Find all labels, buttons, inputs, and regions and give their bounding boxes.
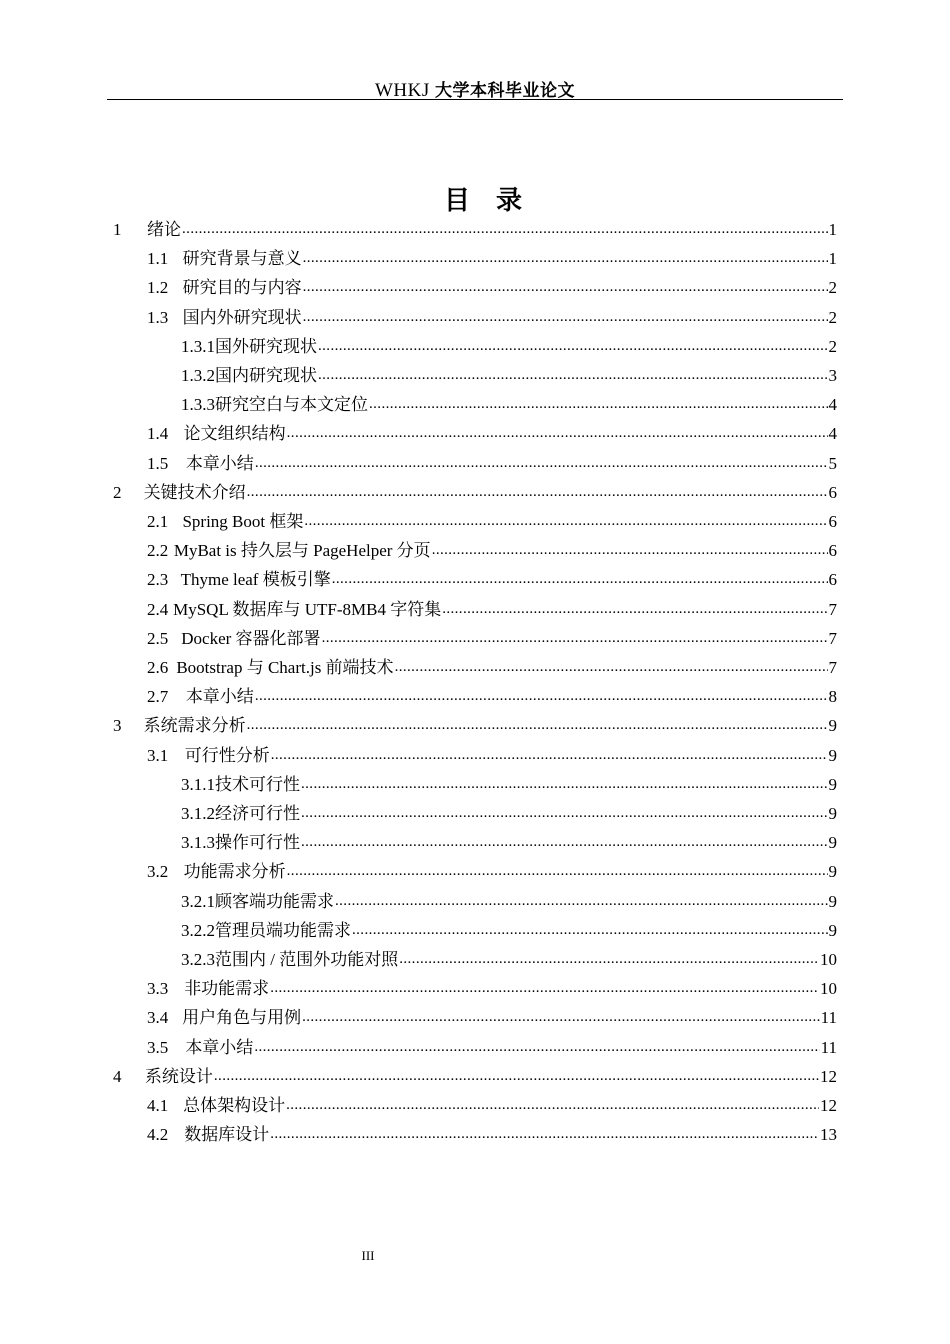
toc-entry-number: 2.4 xyxy=(147,599,169,619)
toc-entry-page: 5 xyxy=(828,453,837,473)
toc-heading-char-2: 录 xyxy=(496,186,523,216)
toc-leader-dots xyxy=(322,628,828,648)
toc-entry-page: 2 xyxy=(828,336,837,356)
toc-entry[interactable] xyxy=(147,448,837,474)
header-title: 大学本科毕业论文 xyxy=(435,81,576,101)
toc-entry-title: 研究目的与内容 xyxy=(182,278,302,298)
toc-entry-title: 操作可行性 xyxy=(215,833,300,853)
toc-entry[interactable] xyxy=(147,418,837,444)
toc-entry[interactable] xyxy=(147,1119,837,1145)
toc-entry-number: 4 xyxy=(113,1066,122,1086)
page-number: III xyxy=(361,1248,375,1263)
toc-entry-title: 总体架构设计 xyxy=(183,1096,286,1115)
toc-entry-page: 8 xyxy=(828,687,837,707)
toc-entry[interactable] xyxy=(147,973,837,999)
toc-entry-title: MySQL 数据库与 UTF-8MB4 字符集 xyxy=(173,599,442,619)
toc-entry-title: Bootstrap 与 Chart.js 前端技术 xyxy=(176,658,394,677)
toc-leader-dots xyxy=(442,599,827,619)
toc-leader-dots xyxy=(332,569,828,589)
toc-entry-number: 3.5 xyxy=(147,1037,169,1057)
toc-entry-number: 3.1.2 xyxy=(181,804,215,823)
toc-leader-dots xyxy=(303,277,828,297)
toc-entry-title: Docker 容器化部署 xyxy=(181,628,321,648)
toc-entry[interactable] xyxy=(147,564,837,590)
toc-entry-title: 研究背景与意义 xyxy=(182,249,302,269)
toc-entry-number: 3.2.3 xyxy=(181,950,215,969)
toc-entry[interactable] xyxy=(181,769,837,795)
toc-entry-page: 10 xyxy=(820,979,837,999)
toc-entry[interactable] xyxy=(147,594,837,620)
toc-entry-title: Spring Boot 框架 xyxy=(182,512,304,531)
toc-entry-page: 7 xyxy=(828,599,837,619)
toc-entry-title: 技术可行性 xyxy=(215,774,300,794)
header-divider xyxy=(107,99,843,100)
toc-leader-dots xyxy=(352,920,828,940)
toc-entry-number: 2.2 xyxy=(147,541,169,561)
toc-entry[interactable] xyxy=(181,886,837,912)
toc-entry[interactable] xyxy=(147,272,837,298)
toc-entry-page: 6 xyxy=(828,541,837,561)
toc-entry[interactable] xyxy=(147,1032,837,1058)
toc-leader-dots xyxy=(303,248,828,268)
toc-entry-title: 国内外研究现状 xyxy=(182,307,302,327)
toc-entry-title: 绪论 xyxy=(147,220,182,239)
toc-leader-dots xyxy=(182,219,827,239)
toc-entry[interactable] xyxy=(113,710,837,736)
toc-entry[interactable] xyxy=(147,856,837,882)
toc-entry-title: 数据库设计 xyxy=(184,1125,270,1145)
toc-entry-page: 2 xyxy=(828,278,837,298)
toc-entry[interactable] xyxy=(147,740,837,766)
toc-entry-page: 6 xyxy=(828,570,837,590)
toc-entry[interactable] xyxy=(113,214,837,240)
toc-leader-dots xyxy=(301,832,828,852)
toc-entry-number: 2 xyxy=(113,482,122,502)
toc-entry-page: 9 xyxy=(828,920,837,940)
toc-entry-page: 9 xyxy=(828,891,837,911)
toc-entry-page: 3 xyxy=(828,366,837,385)
toc-entry[interactable] xyxy=(147,506,837,532)
toc-entry-number: 1.3.3 xyxy=(181,395,215,415)
toc-entry-number: 3.2 xyxy=(147,862,169,882)
toc-entry[interactable] xyxy=(147,681,837,707)
toc-entry-title: Thyme leaf 模板引擎 xyxy=(180,570,331,590)
toc-entry[interactable] xyxy=(181,798,837,824)
toc-entry-title: MyBat is 持久层与 PageHelper 分页 xyxy=(173,541,431,561)
toc-entry[interactable] xyxy=(147,1002,837,1028)
toc-entry-number: 3.1.3 xyxy=(181,833,215,853)
toc-entry-title: 国内研究现状 xyxy=(215,366,317,385)
toc-entry-page: 9 xyxy=(828,833,837,853)
toc-entry-number: 1.3.1 xyxy=(181,336,215,356)
toc-entry-title: 功能需求分析 xyxy=(183,862,286,882)
toc-leader-dots xyxy=(214,1066,819,1086)
toc-entry-number: 2.6 xyxy=(147,658,169,677)
toc-leader-dots xyxy=(395,657,828,677)
toc-entry-number: 3.1 xyxy=(147,745,169,765)
toc-entry-title: 系统需求分析 xyxy=(143,716,246,736)
toc-entry[interactable] xyxy=(147,1090,837,1116)
toc-entry-page: 12 xyxy=(820,1096,837,1115)
toc-entry-page: 4 xyxy=(828,424,837,444)
toc-entry-page: 13 xyxy=(820,1125,837,1145)
toc-leader-dots xyxy=(255,453,828,473)
toc-entry-number: 1.1 xyxy=(147,249,169,269)
toc-leader-dots xyxy=(287,423,828,443)
toc-leader-dots xyxy=(302,1007,820,1027)
toc-leader-dots xyxy=(286,1095,819,1115)
toc-entry[interactable] xyxy=(147,302,837,328)
toc-entry-number: 3.2.2 xyxy=(181,920,215,940)
toc-leader-dots xyxy=(255,686,828,706)
toc-entry-number: 2.7 xyxy=(147,687,169,707)
toc-entry-title: 研究空白与本文定位 xyxy=(215,395,368,415)
toc-entry-page: 9 xyxy=(828,774,837,794)
toc-entry-number: 2.3 xyxy=(147,570,169,590)
toc-entry-page: 6 xyxy=(828,512,837,531)
toc-entry-number: 4.2 xyxy=(147,1125,169,1145)
toc-entry[interactable] xyxy=(181,331,837,357)
toc-leader-dots xyxy=(270,978,819,998)
toc-entry-page: 1 xyxy=(828,249,837,269)
toc-entry-page: 7 xyxy=(828,658,837,677)
toc-entry-page: 7 xyxy=(828,628,837,648)
toc-leader-dots xyxy=(399,949,819,969)
toc-entry-page: 9 xyxy=(828,862,837,882)
toc-entry-number: 1 xyxy=(113,220,122,239)
toc-heading-char-1: 目 xyxy=(443,186,496,216)
toc-entry-page: 1 xyxy=(828,220,837,239)
toc-entry-page: 10 xyxy=(820,950,837,969)
toc-entry-title: 系统设计 xyxy=(144,1066,213,1086)
toc-entry-number: 3.4 xyxy=(147,1008,169,1028)
toc-entry-page: 9 xyxy=(828,716,837,736)
toc-entry-number: 3.3 xyxy=(147,979,169,999)
toc-entry-title: 本章小结 xyxy=(185,453,254,473)
toc-leader-dots xyxy=(369,394,828,414)
toc-entry[interactable] xyxy=(147,623,837,649)
toc-entry-title: 本章小结 xyxy=(185,687,254,707)
toc-entry-number: 3.2.1 xyxy=(181,891,215,911)
toc-entry-page: 9 xyxy=(828,745,837,765)
toc-entry-title: 非功能需求 xyxy=(184,979,270,999)
toc-entry[interactable] xyxy=(147,652,837,678)
toc-entry-number: 1.4 xyxy=(147,424,169,444)
toc-entry-title: 管理员端功能需求 xyxy=(215,920,351,940)
toc-leader-dots xyxy=(432,540,828,560)
toc-leader-dots xyxy=(303,307,828,327)
toc-entry-page: 11 xyxy=(820,1008,837,1028)
toc-entry-title: 论文组织结构 xyxy=(183,424,286,444)
toc-entry[interactable] xyxy=(181,360,837,386)
toc-entry-title: 经济可行性 xyxy=(215,804,300,823)
toc-entry-title: 范围内 / 范围外功能对照 xyxy=(215,950,399,969)
toc-entry-number: 1.3.2 xyxy=(181,366,215,385)
toc-leader-dots xyxy=(247,482,828,502)
toc-entry-title: 本章小结 xyxy=(185,1037,254,1057)
toc-entry-title: 可行性分析 xyxy=(184,745,270,765)
toc-entry-number: 1.2 xyxy=(147,278,169,298)
toc-entry-page: 4 xyxy=(828,395,837,415)
toc-entry[interactable] xyxy=(181,915,837,941)
toc-entry-page: 6 xyxy=(828,482,837,502)
toc-entry-number: 3.1.1 xyxy=(181,774,215,794)
header-prefix: WHKJ xyxy=(374,80,430,101)
toc-entry-title: 顾客端功能需求 xyxy=(215,891,334,911)
toc-entry-number: 2.1 xyxy=(147,512,169,531)
toc-entry-number: 2.5 xyxy=(147,628,169,648)
toc-leader-dots xyxy=(301,774,828,794)
toc-leader-dots xyxy=(287,861,828,881)
toc-entry-number: 1.5 xyxy=(147,453,169,473)
toc-entry-title: 关键技术介绍 xyxy=(143,482,246,502)
toc-entry[interactable] xyxy=(147,535,837,561)
toc-leader-dots xyxy=(301,803,828,823)
toc-entry[interactable] xyxy=(181,389,837,415)
toc-entry-number: 3 xyxy=(113,716,122,736)
toc-entry-number: 1.3 xyxy=(147,307,169,327)
toc-entry-page: 9 xyxy=(828,804,837,823)
toc-leader-dots xyxy=(318,365,828,385)
toc-leader-dots xyxy=(271,745,828,765)
toc-entry[interactable] xyxy=(113,1061,837,1087)
toc-leader-dots xyxy=(270,1124,819,1144)
toc-leader-dots xyxy=(304,511,827,531)
toc-entry-page: 11 xyxy=(820,1037,837,1057)
toc-entry[interactable] xyxy=(181,944,837,970)
toc-entry-title: 用户角色与用例 xyxy=(182,1008,302,1028)
toc-entry-number: 4.1 xyxy=(147,1096,169,1115)
toc-heading xyxy=(0,180,950,217)
toc-entry-title: 国外研究现状 xyxy=(215,336,317,356)
toc-leader-dots xyxy=(318,336,828,356)
toc-entry[interactable] xyxy=(181,827,837,853)
toc-entry[interactable] xyxy=(113,477,837,503)
toc-entry[interactable] xyxy=(147,243,837,269)
toc-leader-dots xyxy=(335,891,828,911)
toc-entry-page: 12 xyxy=(820,1066,837,1086)
toc-leader-dots xyxy=(254,1037,819,1057)
toc-leader-dots xyxy=(247,715,828,735)
toc-entry-page: 2 xyxy=(828,307,837,327)
